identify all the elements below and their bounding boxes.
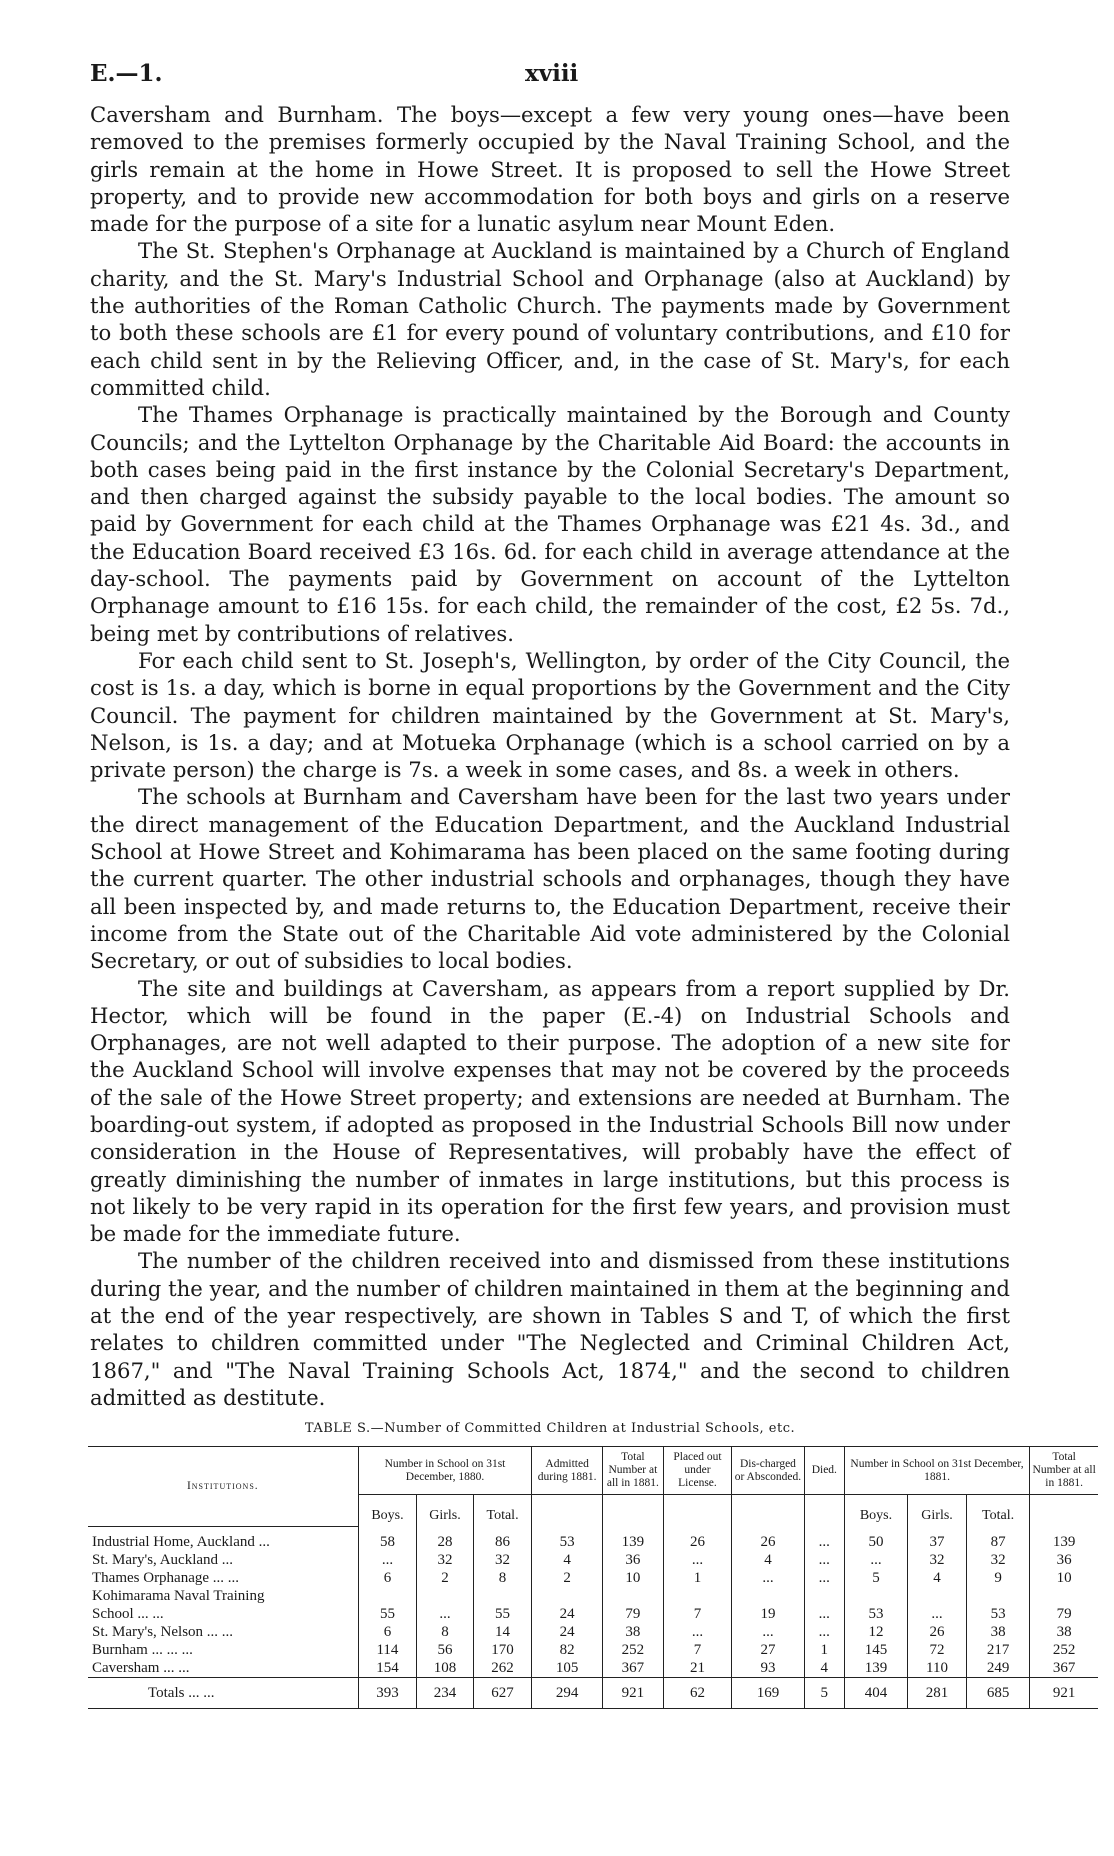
header-girls-end: Girls. — [908, 1495, 967, 1527]
cell-g0: 28 — [417, 1526, 473, 1551]
document-page — [90, 60, 1096, 1709]
cell-died — [804, 1587, 844, 1605]
cell-b0: 154 — [358, 1659, 417, 1678]
cell-tot2: 79 — [1030, 1605, 1098, 1623]
cell-disch: 27 — [732, 1641, 805, 1659]
cell-tot: 36 — [602, 1551, 663, 1569]
cell-t0: 627 — [473, 1677, 532, 1708]
cell-adm: 294 — [532, 1677, 602, 1708]
cell-g1: ... — [908, 1605, 967, 1623]
cell-placed: 26 — [663, 1526, 731, 1551]
cell-g0: 234 — [417, 1677, 473, 1708]
cell-died: 5 — [804, 1677, 844, 1708]
cell-died: 4 — [804, 1659, 844, 1678]
cell-t0: 262 — [473, 1659, 532, 1678]
document-code: E.—1. — [90, 60, 163, 87]
cell-tot2: 252 — [1030, 1641, 1098, 1659]
cell-g0: 8 — [417, 1623, 473, 1641]
cell-died: ... — [804, 1526, 844, 1551]
cell-b1: 50 — [844, 1526, 907, 1551]
cell-g0: 2 — [417, 1569, 473, 1587]
cell-b1: 12 — [844, 1623, 907, 1641]
header-died: Died. — [804, 1447, 844, 1495]
institution-name: School ... ... — [92, 1605, 164, 1622]
body-text — [90, 101, 1010, 1411]
cell-b1: 404 — [844, 1677, 907, 1708]
cell-placed: 7 — [663, 1605, 731, 1623]
cell-t0 — [473, 1587, 532, 1605]
header-boys-end: Boys. — [844, 1495, 907, 1527]
cell-b0: 6 — [358, 1569, 417, 1587]
cell-g1: 110 — [908, 1659, 967, 1678]
cell-tot — [602, 1587, 663, 1605]
cell-placed: ... — [663, 1551, 731, 1569]
institution-name: Kohimarama Naval Training — [92, 1587, 265, 1604]
header-total-end: Total. — [966, 1495, 1029, 1527]
cell-died: ... — [804, 1569, 844, 1587]
cell-tot2: 921 — [1030, 1677, 1098, 1708]
table-row — [88, 1659, 1098, 1678]
cell-placed: 62 — [663, 1677, 731, 1708]
cell-placed: 1 — [663, 1569, 731, 1587]
institution-name: St. Mary's, Auckland ... — [92, 1551, 234, 1568]
cell-adm: 24 — [532, 1623, 602, 1641]
cell-b0: 114 — [358, 1641, 417, 1659]
cell-disch: ... — [732, 1569, 805, 1587]
cell-b0: 58 — [358, 1526, 417, 1551]
cell-t1: 217 — [966, 1641, 1029, 1659]
paragraph: For each child sent to St. Joseph's, Wellington, by order of the City Council, the cost is 1s. a day, which is borne in equal proportions by the Government and the City Council. The payment for children maintained by the Government at St. Mary's, Nelson, is 1s. a day; and at Motueka Orphanage (which is a school carried on by a private person) the charge is 7s. a week in some cases, and 8s. a week in others. — [90, 647, 1010, 783]
cell-tot2: 10 — [1030, 1569, 1098, 1587]
cell-disch: 26 — [732, 1526, 805, 1551]
paragraph: Caversham and Burnham. The boys—except a few very young ones—have been removed to the premises formerly occupied by the Naval Training School, and the girls remain at the home in Howe Street. It is proposed to sell the Howe Street property, and to provide new accommodation for both boys and girls on a reserve made for the purpose of a site for a lunatic asylum near Mount Eden. — [90, 102, 1010, 237]
cell-g1: 37 — [908, 1526, 967, 1551]
paragraph: The site and buildings at Caversham, as appears from a report supplied by Dr. Hector, which will be found in the paper (E.-4) on Industrial Schools and Orphanages, are not well adapted to their purpose. The adoption of a new site for the Auckland School will involve expenses that may not be covered by the proceeds of the sale of the Howe Street property; and extensions are needed at Burnham. The boarding-out system, if adopted as proposed in the Industrial Schools Bill now under consideration in the House of Representatives, will probably have the effect of greatly diminishing the number of inmates in large institutions, but this process is not likely to be very rapid in its operation for the first few years, and provision must be made for the immediate future. — [90, 975, 1010, 1247]
header-placed-out: Placed out under License. — [663, 1447, 731, 1495]
cell-t1: 9 — [966, 1569, 1029, 1587]
table-row — [88, 1569, 1098, 1587]
cell-b1 — [844, 1587, 907, 1605]
cell-b0 — [358, 1587, 417, 1605]
cell-tot: 38 — [602, 1623, 663, 1641]
header-total-number-2: Total Number at all in 1881. — [1030, 1447, 1098, 1495]
table-row — [88, 1551, 1098, 1569]
header-start-group: Number in School on 31st December, 1880. — [358, 1447, 532, 1495]
cell-placed — [663, 1587, 731, 1605]
table-row — [88, 1623, 1098, 1641]
header-end-group: Number in School on 31st December, 1881. — [844, 1447, 1030, 1495]
totals-row — [88, 1677, 1098, 1708]
cell-tot: 921 — [602, 1677, 663, 1708]
cell-t1: 53 — [966, 1605, 1029, 1623]
paragraph: The schools at Burnham and Caversham have been for the last two years under the direct management of the Education Department, and the Auckland Industrial School at Howe Street and Kohimarama has been placed on the same footing during the current quarter. The other industrial schools and orphanages, though they have all been inspected by, and made returns to, the Education Department, receive their income from the State out of the Charitable Aid vote administered by the Colonial Secretary, or out of subsidies to local bodies. — [90, 784, 1010, 974]
cell-tot2: 38 — [1030, 1623, 1098, 1641]
cell-placed: 7 — [663, 1641, 731, 1659]
cell-tot2: 36 — [1030, 1551, 1098, 1569]
cell-died: ... — [804, 1623, 844, 1641]
header-discharged: Dis-charged or Absconded. — [732, 1447, 805, 1495]
cell-disch: 4 — [732, 1551, 805, 1569]
cell-t1: 685 — [966, 1677, 1029, 1708]
cell-b0: 6 — [358, 1623, 417, 1641]
cell-placed: ... — [663, 1623, 731, 1641]
cell-g0: 32 — [417, 1551, 473, 1569]
cell-b1: 139 — [844, 1659, 907, 1678]
cell-b1: 145 — [844, 1641, 907, 1659]
table-row — [88, 1526, 1098, 1551]
cell-tot2: 139 — [1030, 1526, 1098, 1551]
cell-adm: 105 — [532, 1659, 602, 1678]
cell-placed: 21 — [663, 1659, 731, 1678]
cell-disch — [732, 1587, 805, 1605]
cell-t1: 87 — [966, 1526, 1029, 1551]
cell-disch: 19 — [732, 1605, 805, 1623]
cell-t0: 8 — [473, 1569, 532, 1587]
cell-t0: 170 — [473, 1641, 532, 1659]
cell-t0: 32 — [473, 1551, 532, 1569]
cell-tot2 — [1030, 1587, 1098, 1605]
table-row — [88, 1605, 1098, 1623]
page-number: xviii — [525, 60, 579, 87]
cell-t0: 55 — [473, 1605, 532, 1623]
cell-b1: 5 — [844, 1569, 907, 1587]
header-girls: Girls. — [417, 1495, 473, 1527]
paragraph: The Thames Orphanage is practically maintained by the Borough and County Councils; and the Lyttelton Orphanage by the Charitable Aid Board: the accounts in both cases being paid in the first instance by the Colonial Secretary's Department, and then charged against the subsidy payable to the local bodies. The amount so paid by Government for each child at the Thames Orphanage was £21 4s. 3d., and the Education Board received £3 16s. 6d. for each child in average attendance at the day-school. The payments paid by Government on account of the Lyttelton Orphanage amount to £16 15s. for each child, the remainder of the cost, £2 5s. 7d., being met by contributions of relatives. — [90, 402, 1010, 646]
committed-children-table — [88, 1446, 1098, 1709]
cell-tot: 10 — [602, 1569, 663, 1587]
cell-died: ... — [804, 1551, 844, 1569]
cell-t0: 14 — [473, 1623, 532, 1641]
cell-disch: 93 — [732, 1659, 805, 1678]
cell-adm — [532, 1587, 602, 1605]
cell-t1: 249 — [966, 1659, 1029, 1678]
cell-disch: 169 — [732, 1677, 805, 1708]
cell-b1: 53 — [844, 1605, 907, 1623]
cell-g1 — [908, 1587, 967, 1605]
table-row — [88, 1587, 1098, 1605]
institution-name: Totals ... ... — [88, 1677, 358, 1708]
cell-b0: ... — [358, 1551, 417, 1569]
table-row — [88, 1641, 1098, 1659]
cell-adm: 4 — [532, 1551, 602, 1569]
institution-name: Thames Orphanage ... ... — [92, 1569, 240, 1586]
institution-name: Caversham ... ... — [92, 1659, 190, 1676]
table-body — [88, 1526, 1098, 1708]
cell-tot: 367 — [602, 1659, 663, 1678]
cell-b0: 393 — [358, 1677, 417, 1708]
institution-name: St. Mary's, Nelson ... ... — [92, 1623, 234, 1640]
institution-name: Industrial Home, Auckland ... — [92, 1533, 270, 1550]
header-admitted: Admitted during 1881. — [532, 1447, 602, 1495]
cell-g1: 26 — [908, 1623, 967, 1641]
header-institutions: Institutions. — [88, 1447, 358, 1527]
cell-tot: 139 — [602, 1526, 663, 1551]
page-header — [90, 60, 1010, 87]
cell-t1: 32 — [966, 1551, 1029, 1569]
cell-g1: 281 — [908, 1677, 967, 1708]
cell-b1: ... — [844, 1551, 907, 1569]
header-boys: Boys. — [358, 1495, 417, 1527]
cell-g0: ... — [417, 1605, 473, 1623]
cell-t0: 86 — [473, 1526, 532, 1551]
cell-adm: 24 — [532, 1605, 602, 1623]
cell-adm: 2 — [532, 1569, 602, 1587]
cell-adm: 82 — [532, 1641, 602, 1659]
cell-b0: 55 — [358, 1605, 417, 1623]
cell-t1: 38 — [966, 1623, 1029, 1641]
cell-tot2: 367 — [1030, 1659, 1098, 1678]
cell-g1: 4 — [908, 1569, 967, 1587]
cell-tot: 252 — [602, 1641, 663, 1659]
header-total: Total. — [473, 1495, 532, 1527]
paragraph: The number of the children received into and dismissed from these institutions during the year, and the number of children maintained in them at the beginning and at the end of the year respectively, are shown in Tables S and T, of which the first relates to children committed under "The Neglected and Criminal Children Act, 1867," and "The Naval Training Schools Act, 1874," and the second to children admitted as destitute. — [90, 1248, 1010, 1410]
cell-t1 — [966, 1587, 1029, 1605]
cell-g0: 56 — [417, 1641, 473, 1659]
table-title: TABLE S.—Number of Committed Children at Industrial Schools, etc. — [304, 1421, 796, 1437]
institution-name: Burnham ... ... ... — [92, 1641, 193, 1658]
cell-g0 — [417, 1587, 473, 1605]
cell-g0: 108 — [417, 1659, 473, 1678]
cell-disch: ... — [732, 1623, 805, 1641]
cell-g1: 72 — [908, 1641, 967, 1659]
cell-tot: 79 — [602, 1605, 663, 1623]
cell-g1: 32 — [908, 1551, 967, 1569]
cell-died: ... — [804, 1605, 844, 1623]
cell-adm: 53 — [532, 1526, 602, 1551]
paragraph: The St. Stephen's Orphanage at Auckland is maintained by a Church of England charity, and the St. Mary's Industrial School and Orphanage (also at Auckland) by the authorities of the Roman Catholic Church. The payments made by Government to both these schools are £1 for every pound of voluntary contributions, and £10 for each child sent in by the Relieving Officer, and, in the case of St. Mary's, for each committed child. — [90, 238, 1010, 400]
cell-died: 1 — [804, 1641, 844, 1659]
header-total-number: Total Number at all in 1881. — [602, 1447, 663, 1495]
